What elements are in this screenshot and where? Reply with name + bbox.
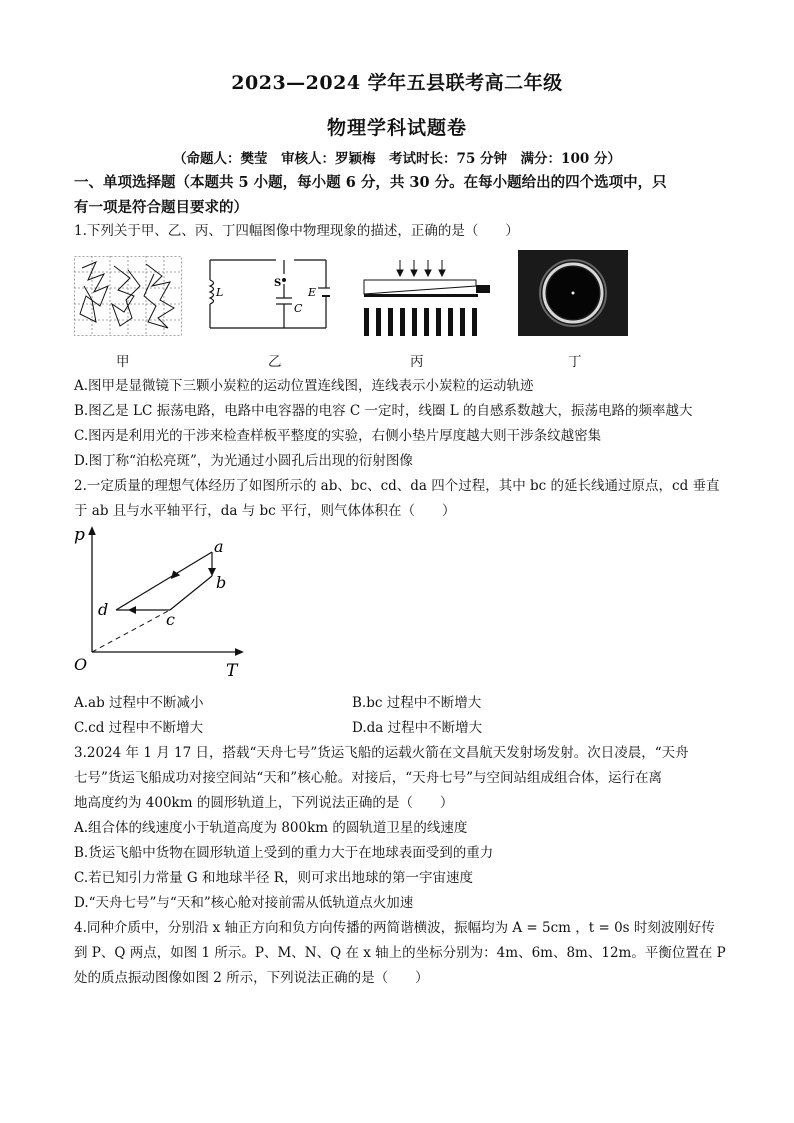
particle-path-3 [144, 264, 174, 328]
q2-stem-line1: 2.一定质量的理想气体经历了如图所示的 ab、bc、cd、da 四个过程，其中 bc 的延长线通过原点，cd 垂直 [74, 478, 720, 494]
q3-stem-line2: 七号”货运飞船成功对接空间站“天和”核心舱。对接后，“天舟七号”与空间站组成组合体，运行在离 [74, 770, 663, 786]
q1-figure-bing [360, 258, 496, 338]
q1-figure-yi [204, 254, 330, 334]
arrow-cd [128, 606, 136, 614]
q4-stem-line3: 处的质点振动图像如图 2 所示，下列说法正确的是（ ） [74, 970, 429, 986]
segment-bc [170, 576, 212, 610]
section-heading-line2: 有一项是符合题目要求的） [74, 199, 248, 216]
label-S: S [274, 278, 282, 289]
origin-label: O [74, 655, 88, 674]
label-C: C [294, 302, 303, 315]
light-arrows [397, 260, 445, 276]
segment-da [116, 552, 212, 610]
t-axis-label: T [226, 661, 238, 681]
arrow-da [169, 569, 180, 579]
caption-jia: 甲 [116, 354, 130, 370]
q1-option-d: D.图丁称“泊松亮斑”，为光通过小圆孔后出现的衍射图像 [74, 453, 413, 469]
q1-option-c: C.图丙是利用光的干涉来检查样板平整度的实验，右侧小垫片厚度越大则干涉条纹越密集 [74, 428, 602, 444]
q3-stem-line1: 3.2024 年 1 月 17 日，搭载“天舟七号”货运飞船的运载火箭在文昌航天发射场发射。次日凌晨，“天舟 [74, 745, 689, 761]
q2-pt-graph [66, 524, 256, 684]
q2-option-c: C.cd 过程中不断增大 [74, 720, 204, 736]
poisson-spot [572, 292, 575, 295]
q1-option-a: A.图甲是显微镜下三颗小炭粒的运动位置连线图，连线表示小炭粒的运动轨迹 [74, 378, 534, 394]
q3-stem-line3: 地高度约为 400km 的圆形轨道上，下列说法正确的是（ ） [74, 795, 454, 811]
glass-plate-top [364, 280, 476, 294]
point-c-label: c [166, 610, 175, 629]
q4-stem-line2: 到 P、Q 两点，如图 1 所示。P、M、N、Q 在 x 轴上的坐标分别为：4m、6m、8m、12m。平衡位置在 P [74, 945, 726, 961]
arrow-ab [208, 568, 216, 576]
point-b-label: b [216, 573, 227, 592]
exam-title: 2023—2024 学年五县联考高二年级 [231, 72, 563, 94]
caption-ding: 丁 [568, 354, 582, 370]
q1-stem: 1.下列关于甲、乙、丙、丁四幅图像中物理现象的描述，正确的是（ ） [74, 223, 519, 239]
glass-plate-bottom [364, 294, 478, 297]
p-axis-label: p [74, 525, 85, 545]
switch-contact [282, 278, 286, 282]
exam-subtitle: 物理学科试题卷 [326, 117, 467, 139]
q3-option-a: A.组合体的线速度小于轨道高度为 800km 的圆轨道卫星的线速度 [74, 820, 468, 836]
q1-figure-jia [74, 256, 182, 336]
q3-option-d: D.“天舟七号”与“天和”核心舱对接前需从低轨道点火加速 [74, 895, 414, 911]
caption-bing: 丙 [410, 354, 424, 370]
q1-figure-ding [518, 250, 628, 336]
q3-option-c: C.若已知引力常量 G 和地球半径 R，则可求出地球的第一宇宙速度 [74, 870, 473, 886]
particle-path-2 [112, 266, 140, 326]
caption-yi: 乙 [268, 354, 282, 370]
label-E: E [308, 286, 317, 299]
q2-option-a: A.ab 过程中不断减小 [74, 695, 204, 711]
q2-stem-line2: 于 ab 且与水平轴平行，da 与 bc 平行，则气体体积在（ ） [74, 503, 456, 519]
exam-meta: （命题人：樊莹 审核人：罗颖梅 考试时长：75 分钟 满分：100 分） [173, 151, 621, 167]
section-heading-line1: 一、单项选择题（本题共 5 小题，每小题 6 分，共 30 分。在每小题给出的四个选项中，只 [74, 174, 667, 191]
q3-option-b: B.货运飞船中货物在圆形轨道上受到的重力大于在地球表面受到的重力 [74, 845, 494, 861]
inductor-coil [210, 280, 214, 304]
interference-fringes [364, 308, 477, 336]
q2-option-d: D.da 过程中不断增大 [352, 720, 483, 736]
particle-path-1 [80, 262, 108, 322]
q1-option-b: B.图乙是 LC 振荡电路，电路中电容器的电容 C 一定时，线圈 L 的自感系数越大，振荡电路的频率越大 [74, 403, 693, 419]
label-L: L [216, 286, 224, 299]
q2-option-b: B.bc 过程中不断增大 [352, 695, 482, 711]
point-a-label: a [214, 537, 224, 556]
q4-stem-line1: 4.同种介质中，分别沿 x 轴正方向和负方向传播的两简谐横波，振幅均为 A = 5cm ，t = 0s 时刻波刚好传 [74, 920, 715, 936]
point-d-label: d [98, 600, 109, 619]
spacer-pad [476, 285, 490, 293]
